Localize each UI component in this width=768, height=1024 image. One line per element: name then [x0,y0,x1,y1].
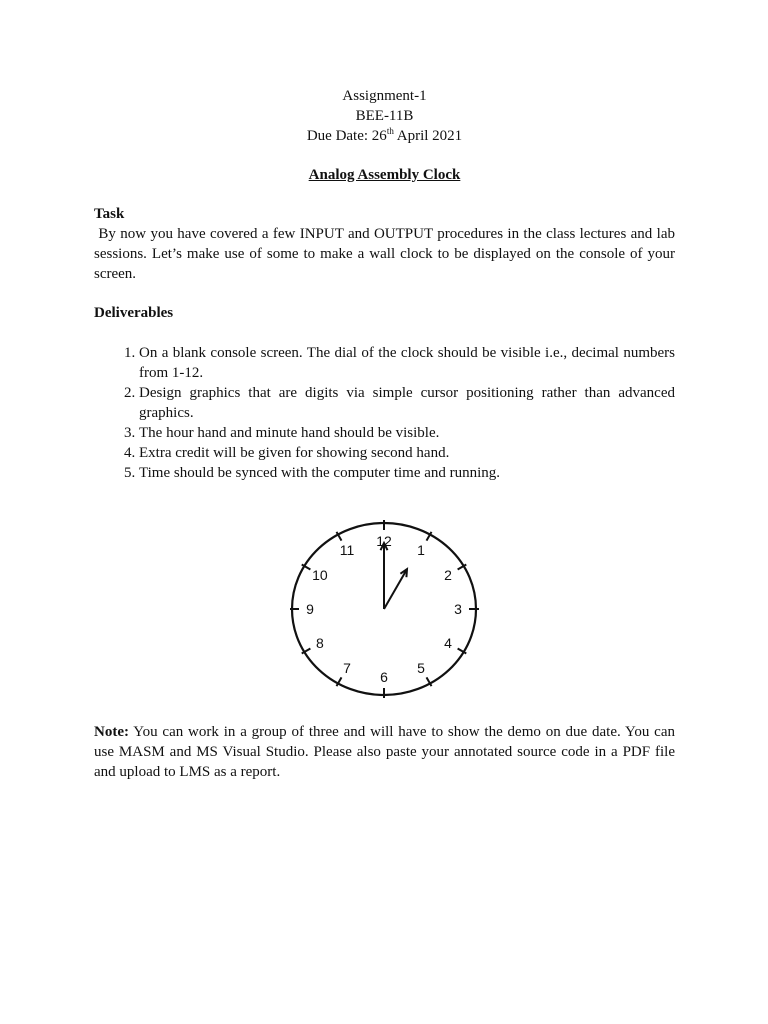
note-paragraph [94,722,679,782]
note-body: You can work in a group of three and will have to show the demo on due date. You can use MASM and MS Visual Studio. Please also paste your annotated source code in a PDF file and upload to LMS as a report. [94,724,679,780]
clock-number: 7 [343,659,351,676]
clock-number: 11 [339,542,355,559]
due-date-superscript: th [386,126,394,136]
clock-number: 1 [417,542,425,559]
clock-number: 5 [417,659,425,676]
deliverables-list [94,343,675,483]
task-heading: Task [94,206,125,222]
document-page [94,86,679,483]
clock-number: 6 [380,669,388,685]
clock-number: 3 [454,601,462,617]
clock-number: 2 [444,567,452,583]
clock-number: 4 [444,635,452,651]
assignment-number: Assignment-1 [342,88,427,104]
deliverable-item: 4. Extra credit will be given for showing second hand. [139,443,675,463]
clock-number: 8 [316,635,324,651]
note-label: Note: [94,724,129,740]
clock-number: 10 [312,567,328,583]
clock-face-graphic [290,520,480,698]
course-code: BEE-11B [355,108,414,124]
task-body: By now you have covered a few INPUT and OUTPUT procedures in the class lectures and lab sessions. Let’s make use of some to make a wall clock to be displayed on the console of your screen. [94,226,679,282]
deliverable-item: 5. Time should be synced with the computer time and running. [139,463,675,483]
clock-number: 9 [306,601,314,617]
deliverable-item: 3. The hour hand and minute hand should be visible. [139,423,675,443]
clock-number: 12 [376,533,392,549]
hour-hand [384,569,407,609]
document-title: Analog Assembly Clock [308,167,461,183]
deliverable-item: 1. On a blank console screen. The dial of the clock should be visible i.e., decimal numbers from 1-12. [139,343,675,383]
clock-hands [381,543,407,609]
due-date-suffix: April 2021 [393,128,463,144]
due-date [94,126,675,146]
deliverables-heading: Deliverables [94,305,174,321]
due-date-prefix: Due Date: 26 [306,128,387,144]
clock-illustration [290,520,480,698]
deliverable-item: 2. Design graphics that are digits via simple cursor positioning rather than advanced graphics. [139,383,675,423]
